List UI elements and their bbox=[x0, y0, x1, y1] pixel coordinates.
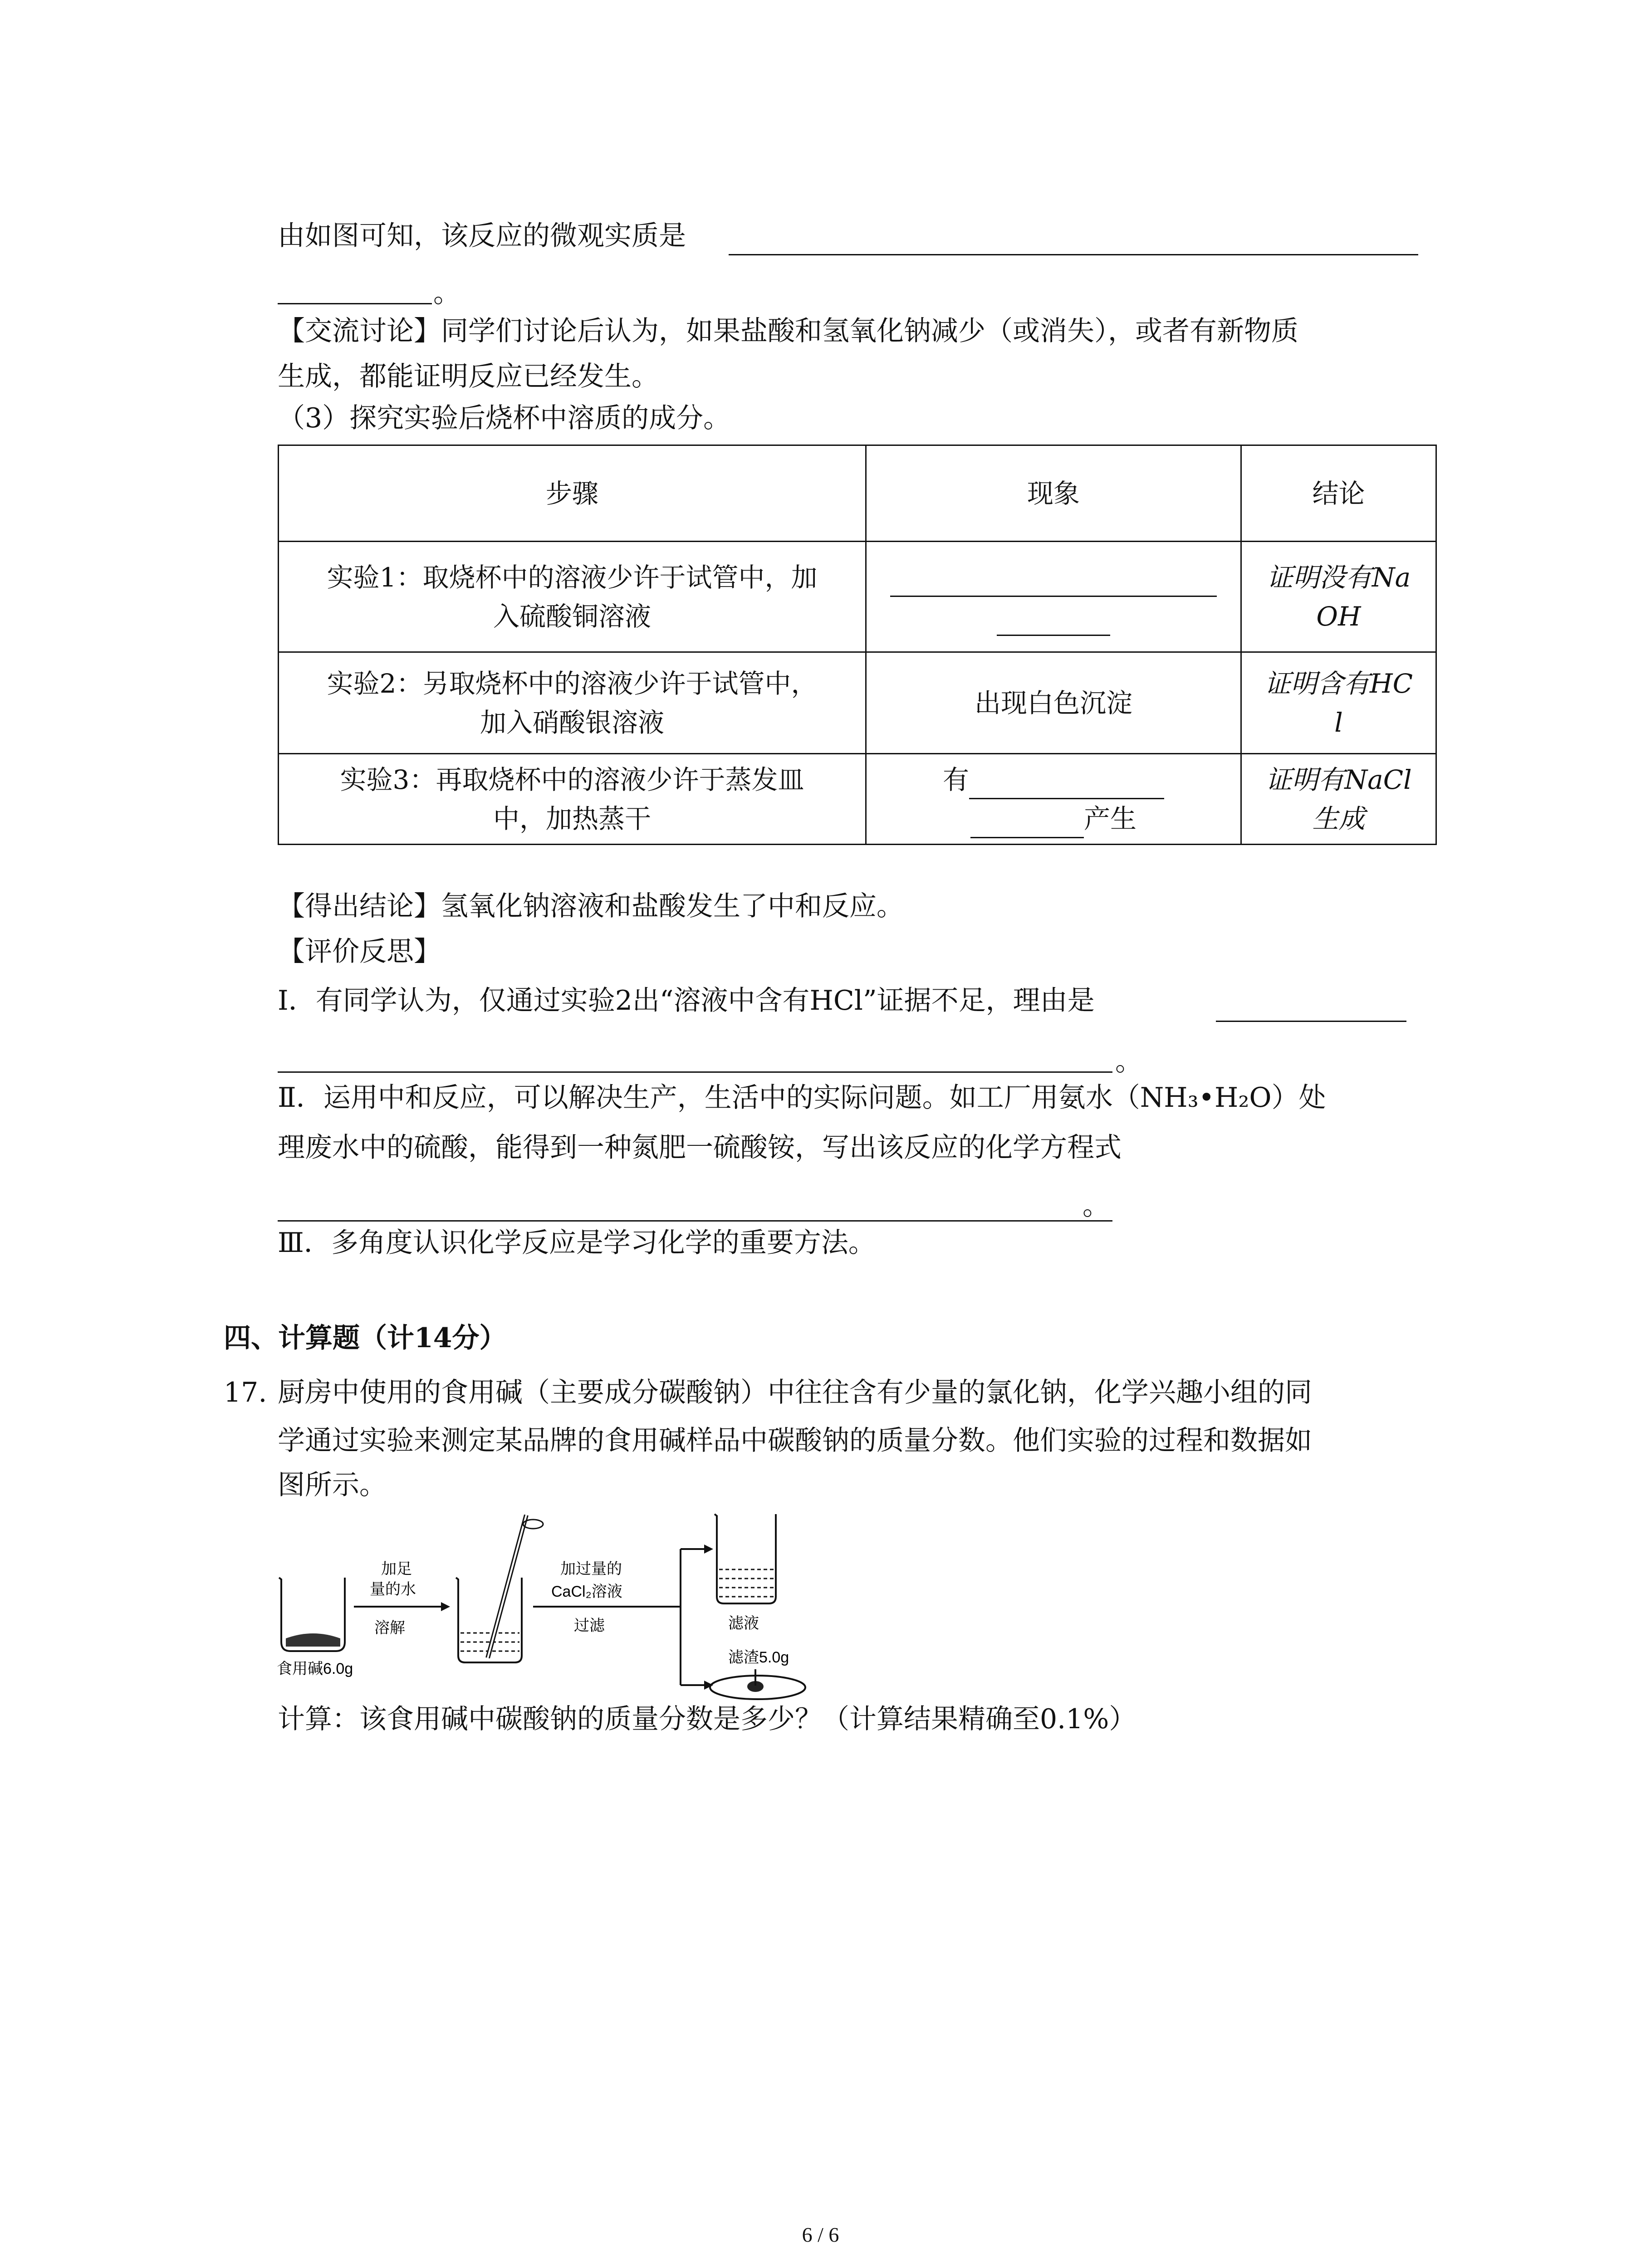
phenomenon-suffix: 产生 bbox=[1083, 803, 1136, 834]
part3-heading: （3）探究实验后烧杯中溶质的成分。 bbox=[278, 402, 731, 434]
micro-prompt: 由如图可知，该反应的微观实质是 bbox=[278, 220, 686, 252]
discussion-line: 生成，都能证明反应已经发生。 bbox=[278, 361, 659, 392]
arrow-head bbox=[441, 1602, 450, 1611]
conclusion-text: OH bbox=[1316, 601, 1361, 632]
conclusion-text: 生成 bbox=[1312, 803, 1365, 834]
step1-text: 加足 bbox=[381, 1560, 412, 1578]
reflection-2: Ⅱ．运用中和反应，可以解决生产，生活中的实际问题。如工厂用氨水（NH₃•H₂O）处 bbox=[278, 1082, 1326, 1114]
step-text: 加入硝酸银溶液 bbox=[480, 707, 664, 738]
reflection-heading: 【评价反思】 bbox=[278, 936, 441, 968]
discussion-line: 【交流讨论】同学们讨论后认为，如果盐酸和氢氧化钠减少（或消失），或者有新物质 bbox=[278, 315, 1298, 347]
step-cell bbox=[279, 652, 866, 754]
table-header-row bbox=[279, 445, 1436, 542]
step-text: 入硫酸铜溶液 bbox=[493, 601, 651, 632]
phenomenon-prefix: 有 bbox=[942, 764, 969, 795]
page-number: 6 / 6 bbox=[802, 2223, 839, 2246]
period: 。 bbox=[433, 277, 460, 309]
step2-text: CaCl₂溶液 bbox=[551, 1583, 622, 1600]
step2-text: 加过量的 bbox=[560, 1560, 622, 1578]
experiment-figure bbox=[272, 1506, 844, 1724]
table-row bbox=[279, 542, 1436, 652]
phenomenon-cell: 出现白色沉淀 bbox=[866, 652, 1241, 754]
reflection-3: Ⅲ．多角度认识化学反应是学习化学的重要方法。 bbox=[278, 1227, 876, 1259]
step1-text: 溶解 bbox=[374, 1619, 405, 1637]
question-text: 图所示。 bbox=[278, 1469, 387, 1501]
question-text: 厨房中使用的食用碱（主要成分碳酸钠）中往往含有少量的氯化钠，化学兴趣小组的同 bbox=[278, 1377, 1312, 1408]
filtrate-label: 滤液 bbox=[728, 1615, 759, 1632]
answer-blank[interactable] bbox=[278, 1220, 1112, 1222]
conclusion-cell bbox=[1241, 754, 1436, 845]
table-row bbox=[279, 754, 1436, 845]
answer-blank[interactable] bbox=[278, 303, 432, 304]
phenomenon-cell bbox=[866, 754, 1241, 845]
step-cell bbox=[279, 754, 866, 845]
conclusion-cell bbox=[1241, 652, 1436, 754]
section-title: 四、计算题（计14分） bbox=[224, 1322, 507, 1354]
answer-blank[interactable] bbox=[1216, 1021, 1406, 1022]
conclusion-text: 证明没有Na bbox=[1266, 562, 1411, 593]
dissolve-beaker bbox=[456, 1515, 543, 1662]
conclusion-cell bbox=[1241, 542, 1436, 652]
step-cell bbox=[279, 542, 866, 652]
filtrate-beaker bbox=[715, 1514, 776, 1603]
answer-blank[interactable] bbox=[969, 771, 1164, 799]
residue-label: 滤渣5.0g bbox=[728, 1649, 789, 1666]
conclusion-text: 证明含有HC bbox=[1264, 668, 1413, 699]
answer-blank[interactable] bbox=[729, 254, 1418, 255]
answer-blank[interactable] bbox=[890, 568, 1217, 597]
step-text: 中，加热蒸干 bbox=[493, 803, 651, 834]
conclusion-line: 【得出结论】氢氧化钠溶液和盐酸发生了中和反应。 bbox=[278, 890, 904, 922]
step-text: 实验2：另取烧杯中的溶液少许于试管中， bbox=[327, 668, 818, 699]
residue-dish bbox=[710, 1669, 805, 1699]
table-row bbox=[279, 652, 1436, 754]
question-text: 学通过实验来测定某品牌的食用碱样品中碳酸钠的质量分数。他们实验的过程和数据如 bbox=[278, 1425, 1312, 1457]
period: 。 bbox=[1115, 1046, 1142, 1077]
period: 。 bbox=[1083, 1190, 1110, 1222]
answer-blank[interactable] bbox=[997, 607, 1110, 636]
header-cell: 步骤 bbox=[279, 445, 866, 542]
sample-beaker bbox=[279, 1578, 345, 1651]
reflection-2: 理废水中的硫酸，能得到一种氮肥一硫酸铵，写出该反应的化学方程式 bbox=[278, 1132, 1122, 1163]
answer-blank[interactable] bbox=[278, 1071, 1112, 1073]
calculation-question: 计算：该食用碱中碳酸钠的质量分数是多少？（计算结果精确至0.1%） bbox=[278, 1703, 1136, 1735]
step-text: 实验1：取烧杯中的溶液少许于试管中，加 bbox=[327, 562, 818, 593]
header-cell: 结论 bbox=[1241, 445, 1436, 542]
step1-text: 量的水 bbox=[370, 1581, 416, 1598]
arrow-head bbox=[704, 1545, 713, 1554]
step2-text: 过滤 bbox=[574, 1617, 605, 1634]
sample-label: 食用碱6.0g bbox=[277, 1660, 353, 1677]
experiment-table bbox=[278, 445, 1437, 845]
header-cell: 现象 bbox=[866, 445, 1241, 542]
step-text: 实验3：再取烧杯中的溶液少许于蒸发皿 bbox=[340, 764, 804, 795]
conclusion-text: l bbox=[1334, 707, 1343, 738]
phenomenon-cell bbox=[866, 542, 1241, 652]
reflection-1: Ⅰ．有同学认为，仅通过实验2出“溶液中含有HCl”证据不足，理由是 bbox=[278, 985, 1095, 1017]
conclusion-text: 证明有NaCl bbox=[1265, 764, 1412, 795]
answer-blank[interactable] bbox=[970, 810, 1084, 838]
question-number: 17. bbox=[224, 1377, 267, 1408]
